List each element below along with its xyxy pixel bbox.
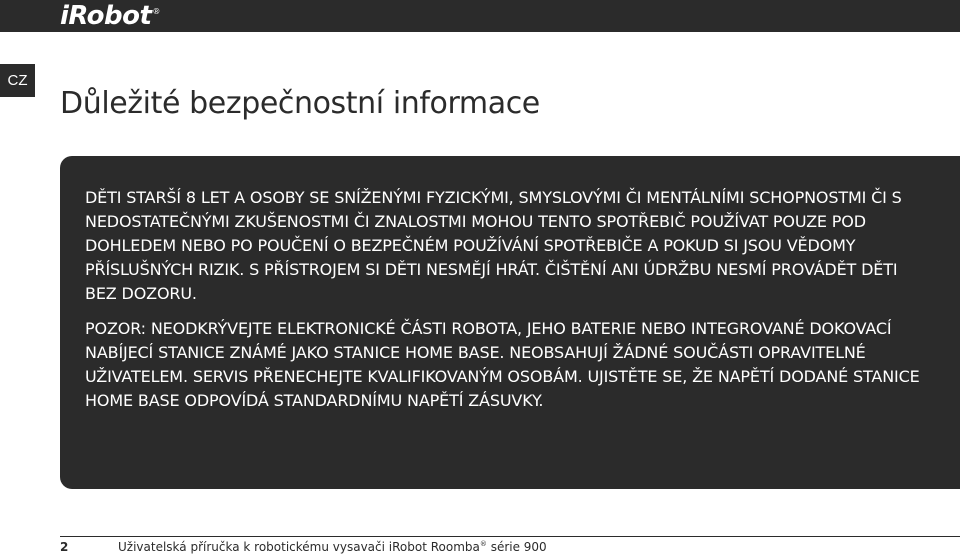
logo-text: iRobot <box>60 1 152 31</box>
page-number: 2 <box>60 540 69 554</box>
page-title: Důležité bezpečnostní informace <box>60 86 540 121</box>
footer-divider <box>60 536 960 537</box>
warning-paragraph-children: DĚTI STARŠÍ 8 LET A OSOBY SE SNÍŽENÝMI FYZICKÝMI, SMYSLOVÝMI ČI MENTÁLNÍMI SCHOPNOSTMI ČI S NEDOSTATEČNÝMI ZKUŠENOSTMI ČI ZNALOSTMI MOHOU TENTO SPOTŘEBIČ POUŽÍVAT POUZE POD DOHLEDEM NEBO PO POUČENÍ O BEZPEČNÉM POUŽÍVÁNÍ SPOTŘEBIČE A POKUD SI JSOU VĚDOMY PŘÍSLUŠNÝCH RIZIK. S PŘÍSTROJEM SI DĚTI NESMĚJÍ HRÁT. ČIŠTĚNÍ ANI ÚDRŽBU NESMÍ PROVÁDĚT DĚTI BEZ DOZORU. <box>85 188 902 303</box>
footer-registered-mark: ® <box>479 540 487 548</box>
footer-manual-title <box>118 540 547 554</box>
language-tab: CZ <box>0 64 35 97</box>
irobot-logo <box>60 0 160 32</box>
warning-paragraph-caution: POZOR: NEODKRÝVEJTE ELEKTRONICKÉ ČÁSTI ROBOTA, JEHO BATERIE NEBO INTEGROVANÉ DOKOVACÍ NABÍJECÍ STANICE ZNÁMÉ JAKO STANICE HOME BASE. NEOBSAHUJÍ ŽÁDNÉ SOUČÁSTI OPRAVITELNÉ UŽIVATELEM. SERVIS PŘENECHEJTE KVALIFIKOVANÝM OSOBÁM. UJISTĚTE SE, ŽE NAPĚTÍ DODANÉ STANICE HOME BASE ODPOVÍDÁ STANDARDNÍMU NAPĚTÍ ZÁSUVKY. <box>85 319 920 410</box>
header-bar <box>0 0 960 32</box>
safety-warning-box <box>60 156 960 489</box>
logo-registered-mark: ® <box>152 7 161 16</box>
footer-title-text: Uživatelská příručka k robotickému vysavači iRobot Roomba <box>118 540 480 554</box>
footer-title-series: série 900 <box>486 540 547 554</box>
